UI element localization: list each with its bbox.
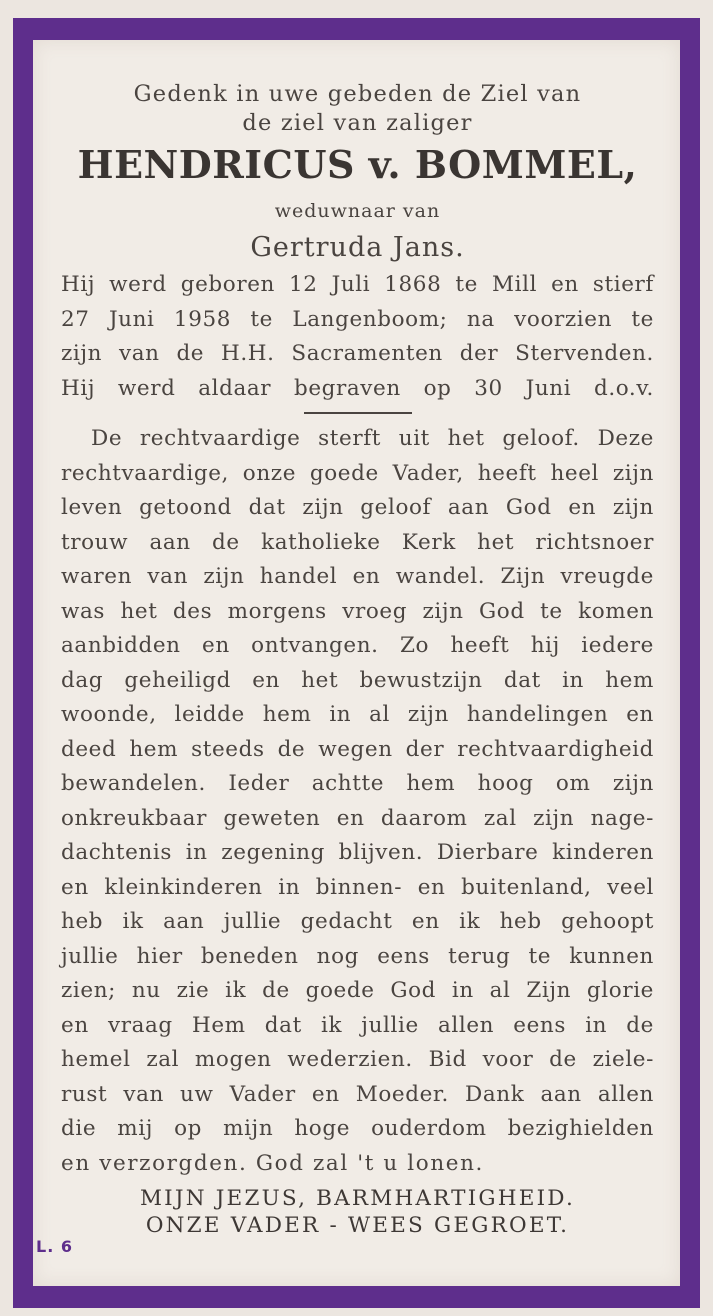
bio-block: [61, 268, 654, 406]
body-line: en verzorgden. God zal 't u lonen.: [61, 1150, 484, 1176]
divider-rule: [304, 412, 412, 414]
bio-line: Hij werd aldaar begraven op 30 Juni d.o.v.: [61, 375, 654, 401]
bio-line: 27 Juni 1958 te Langenboom; na voorzien te: [61, 306, 654, 332]
card-code: L. 6: [36, 1237, 73, 1256]
body-line: leven getoond dat zijn geloof aan God en zijn: [61, 495, 654, 520]
body-line: en vraag Hem dat ik jullie allen eens in de: [61, 1012, 654, 1038]
body-line: en kleinkinderen in binnen- en buitenland, veel: [61, 874, 654, 900]
body-line: bewandelen. Ieder achtte hem hoog om zijn: [61, 771, 654, 796]
body-line: deed hem steeds de wegen der rechtvaardigheid: [61, 736, 654, 762]
intro-block: [63, 80, 652, 138]
prayer-line: ONZE VADER - WEES GEGROET.: [145, 1213, 570, 1238]
body-line: rust van uw Vader en Moeder. Dank aan allen: [61, 1081, 654, 1107]
intro-line: Gedenk in uwe gebeden de Ziel van: [133, 81, 582, 107]
body-line: woonde, leidde hem in al zijn handelingen en: [61, 702, 654, 727]
body-line: die mij op mijn hoge ouderdom bezighielden: [61, 1116, 654, 1141]
body-line: zien; nu zie ik de goede God in al Zijn glorie: [61, 978, 654, 1003]
body-line: De rechtvaardige sterft uit het geloof. Deze: [91, 426, 654, 451]
deceased-name: HENDRICUS v. BOMMEL,: [77, 142, 638, 187]
body-line: dachtenis in zegening blijven. Dierbare kinderen: [61, 840, 654, 865]
body-line: was het des morgens vroeg zijn God te komen: [61, 598, 654, 624]
purple-border-frame: [13, 18, 700, 1308]
body-line: waren van zijn handel en wandel. Zijn vreugde: [61, 564, 654, 589]
body-line: rechtvaardige, onze goede Vader, heeft heel zijn: [61, 460, 654, 486]
bio-line: zijn van de H.H. Sacramenten der Stervenden.: [61, 341, 654, 366]
body-line: trouw aan de katholieke Kerk het richtsnoer: [61, 529, 654, 555]
intro-line: de ziel van zaliger: [242, 110, 473, 136]
bio-line: Hij werd geboren 12 Juli 1868 te Mill en stierf: [61, 272, 654, 297]
body-line: jullie hier beneden nog eens terug te kunnen: [61, 943, 654, 969]
body-line: dag geheiligd en het bewustzijn dat in hem: [61, 667, 654, 693]
prayer-block: [63, 1185, 652, 1239]
prayer-line: MIJN JEZUS, BARMHARTIGHEID.: [139, 1186, 576, 1211]
body-line: aanbidden en ontvangen. Zo heeft hij iedere: [61, 633, 654, 658]
widower-label: weduwnaar van: [274, 200, 441, 222]
body-line: onkreukbaar geweten en daarom zal zijn nage-: [61, 805, 654, 831]
spouse-name: Gertruda Jans.: [250, 232, 465, 263]
body-line: heb ik aan jullie gedacht en ik heb gehoopt: [61, 909, 654, 934]
body-block: [61, 422, 654, 1181]
card-paper: [33, 40, 680, 1286]
body-line: hemel zal mogen wederzien. Bid voor de ziele-: [61, 1047, 654, 1072]
card-text: [63, 68, 652, 1239]
